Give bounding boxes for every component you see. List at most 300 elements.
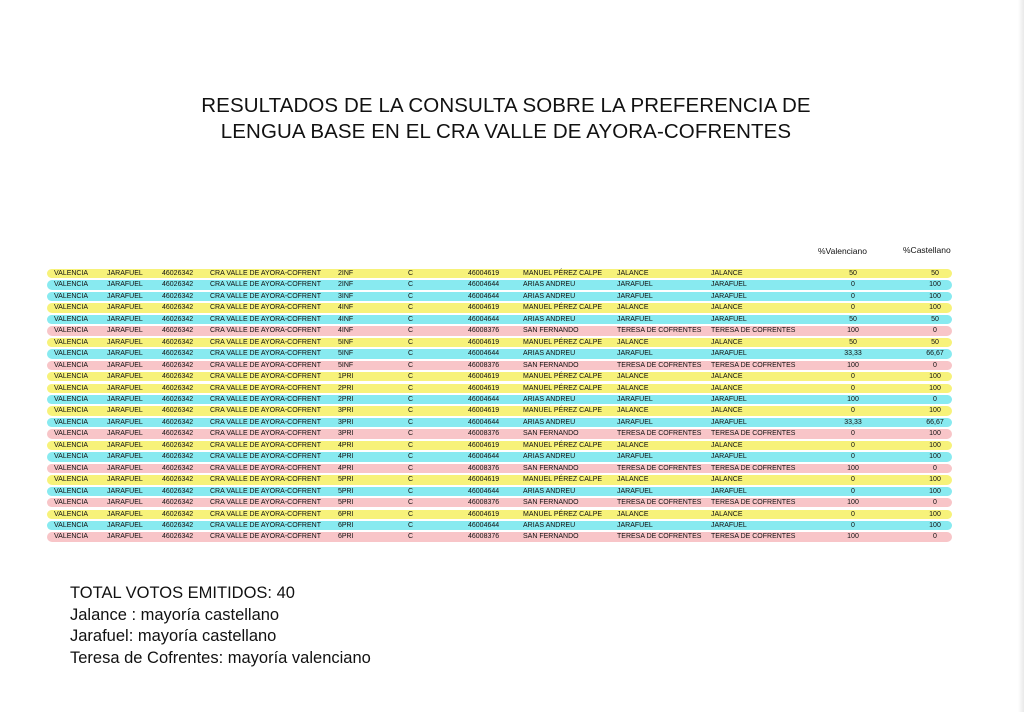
table-row bbox=[47, 429, 952, 438]
cell-municipality: JARAFUEL bbox=[107, 327, 143, 335]
table-row bbox=[47, 452, 952, 461]
summary-teresa: Teresa de Cofrentes: mayoría valenciano bbox=[70, 648, 371, 667]
cell-municipality: JARAFUEL bbox=[107, 441, 143, 449]
cell-pct-castellano: 0 bbox=[933, 464, 937, 472]
cell-center-name: CRA VALLE DE AYORA-COFRENT bbox=[210, 395, 321, 403]
cell-municipality: JARAFUEL bbox=[107, 315, 143, 323]
cell-pct-valenciano: 0 bbox=[851, 430, 855, 438]
cell-locality-2: TERESA DE COFRENTES bbox=[711, 499, 796, 507]
cell-school-name: MANUEL PÉREZ CALPE bbox=[523, 476, 603, 484]
cell-pct-valenciano: 100 bbox=[847, 499, 859, 507]
cell-province: VALENCIA bbox=[54, 533, 89, 541]
cell-type: C bbox=[408, 510, 414, 518]
cell-pct-valenciano: 0 bbox=[851, 510, 855, 518]
cell-school-name: ARIAS ANDREU bbox=[523, 453, 576, 461]
cell-province: VALENCIA bbox=[54, 304, 89, 312]
cell-pct-castellano: 0 bbox=[933, 533, 937, 541]
cell-municipality: JARAFUEL bbox=[107, 304, 143, 312]
cell-center-name: CRA VALLE DE AYORA-COFRENT bbox=[210, 521, 321, 529]
cell-municipality: JARAFUEL bbox=[107, 350, 143, 358]
cell-pct-valenciano: 0 bbox=[851, 407, 855, 415]
cell-pct-valenciano: 0 bbox=[851, 521, 855, 529]
cell-province: VALENCIA bbox=[54, 430, 89, 438]
cell-school-code: 46008376 bbox=[468, 430, 500, 438]
cell-locality: JARAFUEL bbox=[617, 521, 653, 529]
cell-school-code: 46008376 bbox=[468, 464, 500, 472]
cell-type: C bbox=[408, 361, 414, 369]
cell-school-name: SAN FERNANDO bbox=[523, 499, 579, 507]
cell-school-code: 46004619 bbox=[468, 338, 500, 346]
cell-municipality: JARAFUEL bbox=[107, 292, 143, 300]
cell-locality: TERESA DE COFRENTES bbox=[617, 361, 702, 369]
cell-level: 2INF bbox=[338, 281, 354, 289]
cell-school-name: SAN FERNANDO bbox=[523, 464, 579, 472]
cell-school-name: SAN FERNANDO bbox=[523, 327, 579, 335]
cell-school-name: MANUEL PÉREZ CALPE bbox=[523, 407, 603, 415]
cell-type: C bbox=[408, 350, 414, 358]
cell-locality: JALANCE bbox=[617, 441, 649, 449]
table-row bbox=[47, 372, 952, 381]
cell-center-code: 46026342 bbox=[162, 384, 194, 392]
cell-center-name: CRA VALLE DE AYORA-COFRENT bbox=[210, 373, 321, 381]
cell-center-name: CRA VALLE DE AYORA-COFRENT bbox=[210, 499, 321, 507]
table-row bbox=[47, 498, 952, 507]
cell-type: C bbox=[408, 430, 414, 438]
cell-school-code: 46004644 bbox=[468, 521, 500, 529]
cell-pct-castellano: 100 bbox=[929, 487, 941, 495]
summary-block bbox=[70, 583, 371, 669]
table-row bbox=[47, 292, 952, 301]
cell-pct-castellano: 100 bbox=[929, 304, 941, 312]
cell-type: C bbox=[408, 407, 414, 415]
cell-locality-2: JARAFUEL bbox=[711, 418, 747, 426]
table-row bbox=[47, 326, 952, 335]
cell-pct-valenciano: 100 bbox=[847, 464, 859, 472]
cell-center-code: 46026342 bbox=[162, 327, 194, 335]
cell-school-code: 46004644 bbox=[468, 395, 500, 403]
cell-level: 2PRI bbox=[338, 384, 354, 392]
table-row bbox=[47, 418, 952, 427]
cell-center-name: CRA VALLE DE AYORA-COFRENT bbox=[210, 292, 321, 300]
cell-type: C bbox=[408, 304, 414, 312]
cell-school-name: ARIAS ANDREU bbox=[523, 395, 576, 403]
cell-municipality: JARAFUEL bbox=[107, 464, 143, 472]
cell-pct-castellano: 0 bbox=[933, 499, 937, 507]
cell-municipality: JARAFUEL bbox=[107, 510, 143, 518]
cell-center-name: CRA VALLE DE AYORA-COFRENT bbox=[210, 441, 321, 449]
table-row bbox=[47, 406, 952, 415]
cell-locality: JARAFUEL bbox=[617, 418, 653, 426]
cell-province: VALENCIA bbox=[54, 350, 89, 358]
cell-school-code: 46004619 bbox=[468, 476, 500, 484]
cell-locality: TERESA DE COFRENTES bbox=[617, 499, 702, 507]
cell-pct-valenciano: 33,33 bbox=[844, 350, 862, 358]
cell-province: VALENCIA bbox=[54, 338, 89, 346]
cell-center-code: 46026342 bbox=[162, 464, 194, 472]
cell-locality: JARAFUEL bbox=[617, 350, 653, 358]
cell-pct-valenciano: 0 bbox=[851, 281, 855, 289]
total-votes: TOTAL VOTOS EMITIDOS: 40 bbox=[70, 584, 295, 602]
cell-type: C bbox=[408, 441, 414, 449]
cell-province: VALENCIA bbox=[54, 315, 89, 323]
cell-locality: JALANCE bbox=[617, 384, 649, 392]
cell-pct-valenciano: 33,33 bbox=[844, 418, 862, 426]
cell-school-code: 46004619 bbox=[468, 373, 500, 381]
cell-pct-castellano: 100 bbox=[929, 373, 941, 381]
cell-level: 5INF bbox=[338, 361, 354, 369]
cell-province: VALENCIA bbox=[54, 395, 89, 403]
cell-locality-2: JALANCE bbox=[711, 510, 743, 518]
table-row bbox=[47, 441, 952, 450]
cell-type: C bbox=[408, 270, 414, 277]
cell-school-name: ARIAS ANDREU bbox=[523, 315, 576, 323]
cell-pct-castellano: 100 bbox=[929, 441, 941, 449]
cell-pct-valenciano: 100 bbox=[847, 327, 859, 335]
cell-type: C bbox=[408, 373, 414, 381]
cell-locality: JARAFUEL bbox=[617, 281, 653, 289]
cell-pct-valenciano: 0 bbox=[851, 453, 855, 461]
cell-center-name: CRA VALLE DE AYORA-COFRENT bbox=[210, 510, 321, 518]
cell-municipality: JARAFUEL bbox=[107, 521, 143, 529]
cell-center-name: CRA VALLE DE AYORA-COFRENT bbox=[210, 350, 321, 358]
cell-locality: TERESA DE COFRENTES bbox=[617, 464, 702, 472]
cell-pct-valenciano: 50 bbox=[849, 315, 857, 323]
cell-type: C bbox=[408, 327, 414, 335]
cell-center-code: 46026342 bbox=[162, 521, 194, 529]
cell-municipality: JARAFUEL bbox=[107, 361, 143, 369]
cell-type: C bbox=[408, 476, 414, 484]
cell-pct-valenciano: 100 bbox=[847, 361, 859, 369]
cell-province: VALENCIA bbox=[54, 499, 89, 507]
cell-center-code: 46026342 bbox=[162, 430, 194, 438]
cell-school-code: 46004644 bbox=[468, 487, 500, 495]
cell-municipality: JARAFUEL bbox=[107, 281, 143, 289]
cell-center-code: 46026342 bbox=[162, 476, 194, 484]
summary-jarafuel: Jarafuel: mayoría castellano bbox=[70, 627, 277, 645]
cell-municipality: JARAFUEL bbox=[107, 430, 143, 438]
cell-locality: JALANCE bbox=[617, 476, 649, 484]
cell-municipality: JARAFUEL bbox=[107, 418, 143, 426]
cell-center-name: CRA VALLE DE AYORA-COFRENT bbox=[210, 418, 321, 426]
table-row bbox=[47, 269, 952, 278]
title-line-2: LENGUA BASE EN EL CRA VALLE DE AYORA-COFRENTES bbox=[220, 120, 792, 143]
cell-school-code: 46004619 bbox=[468, 270, 500, 277]
cell-school-name: ARIAS ANDREU bbox=[523, 521, 576, 529]
cell-locality: JARAFUEL bbox=[617, 395, 653, 403]
cell-school-code: 46008376 bbox=[468, 327, 500, 335]
cell-center-name: CRA VALLE DE AYORA-COFRENT bbox=[210, 487, 321, 495]
cell-municipality: JARAFUEL bbox=[107, 270, 143, 277]
cell-school-name: MANUEL PÉREZ CALPE bbox=[523, 510, 603, 518]
cell-pct-castellano: 50 bbox=[931, 270, 939, 277]
cell-locality-2: TERESA DE COFRENTES bbox=[711, 533, 796, 541]
cell-locality-2: JALANCE bbox=[711, 373, 743, 381]
cell-center-name: CRA VALLE DE AYORA-COFRENT bbox=[210, 533, 321, 541]
cell-center-code: 46026342 bbox=[162, 350, 194, 358]
cell-type: C bbox=[408, 395, 414, 403]
cell-type: C bbox=[408, 487, 414, 495]
cell-province: VALENCIA bbox=[54, 281, 89, 289]
cell-locality: JALANCE bbox=[617, 270, 649, 277]
cell-center-name: CRA VALLE DE AYORA-COFRENT bbox=[210, 464, 321, 472]
cell-locality: JARAFUEL bbox=[617, 453, 653, 461]
cell-school-code: 46004619 bbox=[468, 407, 500, 415]
cell-center-code: 46026342 bbox=[162, 499, 194, 507]
cell-center-name: CRA VALLE DE AYORA-COFRENT bbox=[210, 327, 321, 335]
cell-center-code: 46026342 bbox=[162, 395, 194, 403]
cell-center-code: 46026342 bbox=[162, 407, 194, 415]
cell-center-code: 46026342 bbox=[162, 304, 194, 312]
title-line-1: RESULTADOS DE LA CONSULTA SOBRE LA PREFERENCIA DE bbox=[201, 94, 811, 117]
summary-jalance: Jalance : mayoría castellano bbox=[70, 605, 280, 624]
cell-locality-2: JARAFUEL bbox=[711, 453, 747, 461]
cell-province: VALENCIA bbox=[54, 521, 89, 529]
cell-level: 4PRI bbox=[338, 441, 354, 449]
cell-locality: JALANCE bbox=[617, 510, 649, 518]
cell-province: VALENCIA bbox=[54, 270, 89, 277]
cell-pct-castellano: 50 bbox=[931, 315, 939, 323]
cell-center-name: CRA VALLE DE AYORA-COFRENT bbox=[210, 453, 321, 461]
cell-pct-castellano: 100 bbox=[929, 292, 941, 300]
cell-center-code: 46026342 bbox=[162, 453, 194, 461]
cell-locality-2: JARAFUEL bbox=[711, 281, 747, 289]
cell-level: 4PRI bbox=[338, 453, 354, 461]
cell-school-code: 46004644 bbox=[468, 350, 500, 358]
cell-level: 4INF bbox=[338, 327, 354, 335]
cell-school-name: ARIAS ANDREU bbox=[523, 418, 576, 426]
table-row bbox=[47, 487, 952, 496]
table-row bbox=[47, 521, 952, 530]
cell-level: 4INF bbox=[338, 315, 354, 323]
cell-pct-valenciano: 0 bbox=[851, 441, 855, 449]
cell-municipality: JARAFUEL bbox=[107, 533, 143, 541]
cell-center-code: 46026342 bbox=[162, 292, 194, 300]
cell-pct-valenciano: 100 bbox=[847, 395, 859, 403]
cell-municipality: JARAFUEL bbox=[107, 487, 143, 495]
cell-level: 1PRI bbox=[338, 373, 354, 381]
table-row bbox=[47, 361, 952, 370]
cell-pct-valenciano: 50 bbox=[849, 270, 857, 277]
cell-type: C bbox=[408, 533, 414, 541]
cell-center-name: CRA VALLE DE AYORA-COFRENT bbox=[210, 407, 321, 415]
cell-center-name: CRA VALLE DE AYORA-COFRENT bbox=[210, 430, 321, 438]
results-table bbox=[47, 269, 952, 544]
cell-province: VALENCIA bbox=[54, 292, 89, 300]
cell-level: 5INF bbox=[338, 350, 354, 358]
cell-level: 2INF bbox=[338, 270, 354, 277]
cell-pct-castellano: 100 bbox=[929, 476, 941, 484]
cell-level: 6PRI bbox=[338, 533, 354, 541]
cell-level: 3PRI bbox=[338, 407, 354, 415]
cell-level: 6PRI bbox=[338, 521, 354, 529]
cell-locality-2: JARAFUEL bbox=[711, 350, 747, 358]
cell-pct-castellano: 0 bbox=[933, 361, 937, 369]
cell-level: 4PRI bbox=[338, 464, 354, 472]
cell-center-name: CRA VALLE DE AYORA-COFRENT bbox=[210, 476, 321, 484]
cell-locality-2: JALANCE bbox=[711, 384, 743, 392]
cell-province: VALENCIA bbox=[54, 453, 89, 461]
cell-school-name: MANUEL PÉREZ CALPE bbox=[523, 304, 603, 312]
table-row bbox=[47, 532, 952, 541]
cell-pct-castellano: 66,67 bbox=[926, 350, 944, 358]
cell-level: 5PRI bbox=[338, 499, 354, 507]
page-title bbox=[100, 93, 912, 145]
cell-school-name: SAN FERNANDO bbox=[523, 361, 579, 369]
cell-center-name: CRA VALLE DE AYORA-COFRENT bbox=[210, 338, 321, 346]
cell-locality: JARAFUEL bbox=[617, 487, 653, 495]
cell-center-name: CRA VALLE DE AYORA-COFRENT bbox=[210, 281, 321, 289]
cell-type: C bbox=[408, 464, 414, 472]
cell-pct-valenciano: 0 bbox=[851, 292, 855, 300]
cell-province: VALENCIA bbox=[54, 464, 89, 472]
cell-center-code: 46026342 bbox=[162, 418, 194, 426]
cell-school-name: MANUEL PÉREZ CALPE bbox=[523, 270, 603, 277]
cell-level: 2PRI bbox=[338, 395, 354, 403]
table-row bbox=[47, 280, 952, 289]
cell-level: 5PRI bbox=[338, 487, 354, 495]
cell-pct-castellano: 0 bbox=[933, 327, 937, 335]
table-row bbox=[47, 384, 952, 393]
cell-school-code: 46004644 bbox=[468, 453, 500, 461]
cell-province: VALENCIA bbox=[54, 361, 89, 369]
table-row bbox=[47, 395, 952, 404]
cell-school-name: MANUEL PÉREZ CALPE bbox=[523, 441, 603, 449]
cell-school-name: SAN FERNANDO bbox=[523, 533, 579, 541]
cell-school-name: ARIAS ANDREU bbox=[523, 487, 576, 495]
cell-school-code: 46004619 bbox=[468, 510, 500, 518]
cell-pct-castellano: 100 bbox=[929, 430, 941, 438]
cell-locality-2: JARAFUEL bbox=[711, 487, 747, 495]
cell-school-code: 46008376 bbox=[468, 361, 500, 369]
cell-school-code: 46008376 bbox=[468, 499, 500, 507]
cell-pct-valenciano: 100 bbox=[847, 533, 859, 541]
cell-pct-valenciano: 0 bbox=[851, 476, 855, 484]
cell-locality: TERESA DE COFRENTES bbox=[617, 327, 702, 335]
cell-center-name: CRA VALLE DE AYORA-COFRENT bbox=[210, 384, 321, 392]
cell-level: 4INF bbox=[338, 304, 354, 312]
cell-school-name: MANUEL PÉREZ CALPE bbox=[523, 373, 603, 381]
cell-center-code: 46026342 bbox=[162, 373, 194, 381]
cell-school-code: 46004644 bbox=[468, 315, 500, 323]
cell-center-code: 46026342 bbox=[162, 441, 194, 449]
cell-municipality: JARAFUEL bbox=[107, 395, 143, 403]
cell-school-code: 46004619 bbox=[468, 304, 500, 312]
cell-locality-2: JALANCE bbox=[711, 441, 743, 449]
cell-school-name: SAN FERNANDO bbox=[523, 430, 579, 438]
cell-center-code: 46026342 bbox=[162, 338, 194, 346]
cell-center-name: CRA VALLE DE AYORA-COFRENT bbox=[210, 361, 321, 369]
cell-locality-2: JARAFUEL bbox=[711, 292, 747, 300]
cell-province: VALENCIA bbox=[54, 476, 89, 484]
cell-province: VALENCIA bbox=[54, 487, 89, 495]
cell-level: 3PRI bbox=[338, 418, 354, 426]
cell-type: C bbox=[408, 384, 414, 392]
cell-locality: JARAFUEL bbox=[617, 315, 653, 323]
cell-municipality: JARAFUEL bbox=[107, 384, 143, 392]
cell-type: C bbox=[408, 338, 414, 346]
cell-locality: JALANCE bbox=[617, 338, 649, 346]
cell-locality: TERESA DE COFRENTES bbox=[617, 430, 702, 438]
cell-municipality: JARAFUEL bbox=[107, 476, 143, 484]
cell-province: VALENCIA bbox=[54, 441, 89, 449]
cell-province: VALENCIA bbox=[54, 327, 89, 335]
table-row bbox=[47, 315, 952, 324]
cell-locality-2: TERESA DE COFRENTES bbox=[711, 361, 796, 369]
cell-locality-2: JARAFUEL bbox=[711, 395, 747, 403]
cell-school-name: MANUEL PÉREZ CALPE bbox=[523, 338, 603, 346]
cell-school-name: ARIAS ANDREU bbox=[523, 281, 576, 289]
cell-pct-valenciano: 0 bbox=[851, 384, 855, 392]
cell-type: C bbox=[408, 453, 414, 461]
cell-locality-2: JALANCE bbox=[711, 270, 743, 277]
cell-locality-2: JALANCE bbox=[711, 338, 743, 346]
cell-locality-2: TERESA DE COFRENTES bbox=[711, 464, 796, 472]
cell-center-name: CRA VALLE DE AYORA-COFRENT bbox=[210, 270, 321, 277]
cell-school-code: 46004619 bbox=[468, 441, 500, 449]
cell-province: VALENCIA bbox=[54, 510, 89, 518]
table-row bbox=[47, 475, 952, 484]
cell-province: VALENCIA bbox=[54, 407, 89, 415]
cell-level: 3INF bbox=[338, 292, 354, 300]
cell-type: C bbox=[408, 292, 414, 300]
cell-pct-castellano: 50 bbox=[931, 338, 939, 346]
cell-province: VALENCIA bbox=[54, 418, 89, 426]
cell-locality: TERESA DE COFRENTES bbox=[617, 533, 702, 541]
cell-center-code: 46026342 bbox=[162, 533, 194, 541]
cell-level: 3PRI bbox=[338, 430, 354, 438]
cell-school-code: 46004644 bbox=[468, 281, 500, 289]
cell-type: C bbox=[408, 499, 414, 507]
cell-municipality: JARAFUEL bbox=[107, 407, 143, 415]
cell-pct-castellano: 0 bbox=[933, 395, 937, 403]
cell-municipality: JARAFUEL bbox=[107, 453, 143, 461]
table-row bbox=[47, 303, 952, 312]
cell-school-name: ARIAS ANDREU bbox=[523, 350, 576, 358]
cell-center-code: 46026342 bbox=[162, 270, 194, 277]
cell-type: C bbox=[408, 315, 414, 323]
cell-center-code: 46026342 bbox=[162, 361, 194, 369]
cell-type: C bbox=[408, 281, 414, 289]
cell-province: VALENCIA bbox=[54, 384, 89, 392]
cell-pct-castellano: 100 bbox=[929, 510, 941, 518]
cell-type: C bbox=[408, 418, 414, 426]
cell-school-name: ARIAS ANDREU bbox=[523, 292, 576, 300]
cell-pct-castellano: 100 bbox=[929, 407, 941, 415]
cell-level: 5PRI bbox=[338, 476, 354, 484]
cell-locality: JALANCE bbox=[617, 373, 649, 381]
cell-locality-2: JALANCE bbox=[711, 476, 743, 484]
cell-level: 6PRI bbox=[338, 510, 354, 518]
cell-center-code: 46026342 bbox=[162, 315, 194, 323]
cell-pct-valenciano: 0 bbox=[851, 304, 855, 312]
cell-pct-castellano: 100 bbox=[929, 521, 941, 529]
cell-center-name: CRA VALLE DE AYORA-COFRENT bbox=[210, 315, 321, 323]
cell-level: 5INF bbox=[338, 338, 354, 346]
column-header-castellano: %Castellano bbox=[903, 245, 951, 255]
cell-locality-2: JARAFUEL bbox=[711, 315, 747, 323]
table-row bbox=[47, 338, 952, 347]
cell-center-name: CRA VALLE DE AYORA-COFRENT bbox=[210, 304, 321, 312]
table-row bbox=[47, 464, 952, 473]
cell-pct-castellano: 100 bbox=[929, 453, 941, 461]
page-edge-shadow bbox=[1018, 0, 1024, 712]
cell-school-code: 46004644 bbox=[468, 292, 500, 300]
table-row bbox=[47, 510, 952, 519]
cell-pct-castellano: 100 bbox=[929, 281, 941, 289]
cell-center-code: 46026342 bbox=[162, 281, 194, 289]
cell-municipality: JARAFUEL bbox=[107, 373, 143, 381]
cell-locality: JALANCE bbox=[617, 407, 649, 415]
